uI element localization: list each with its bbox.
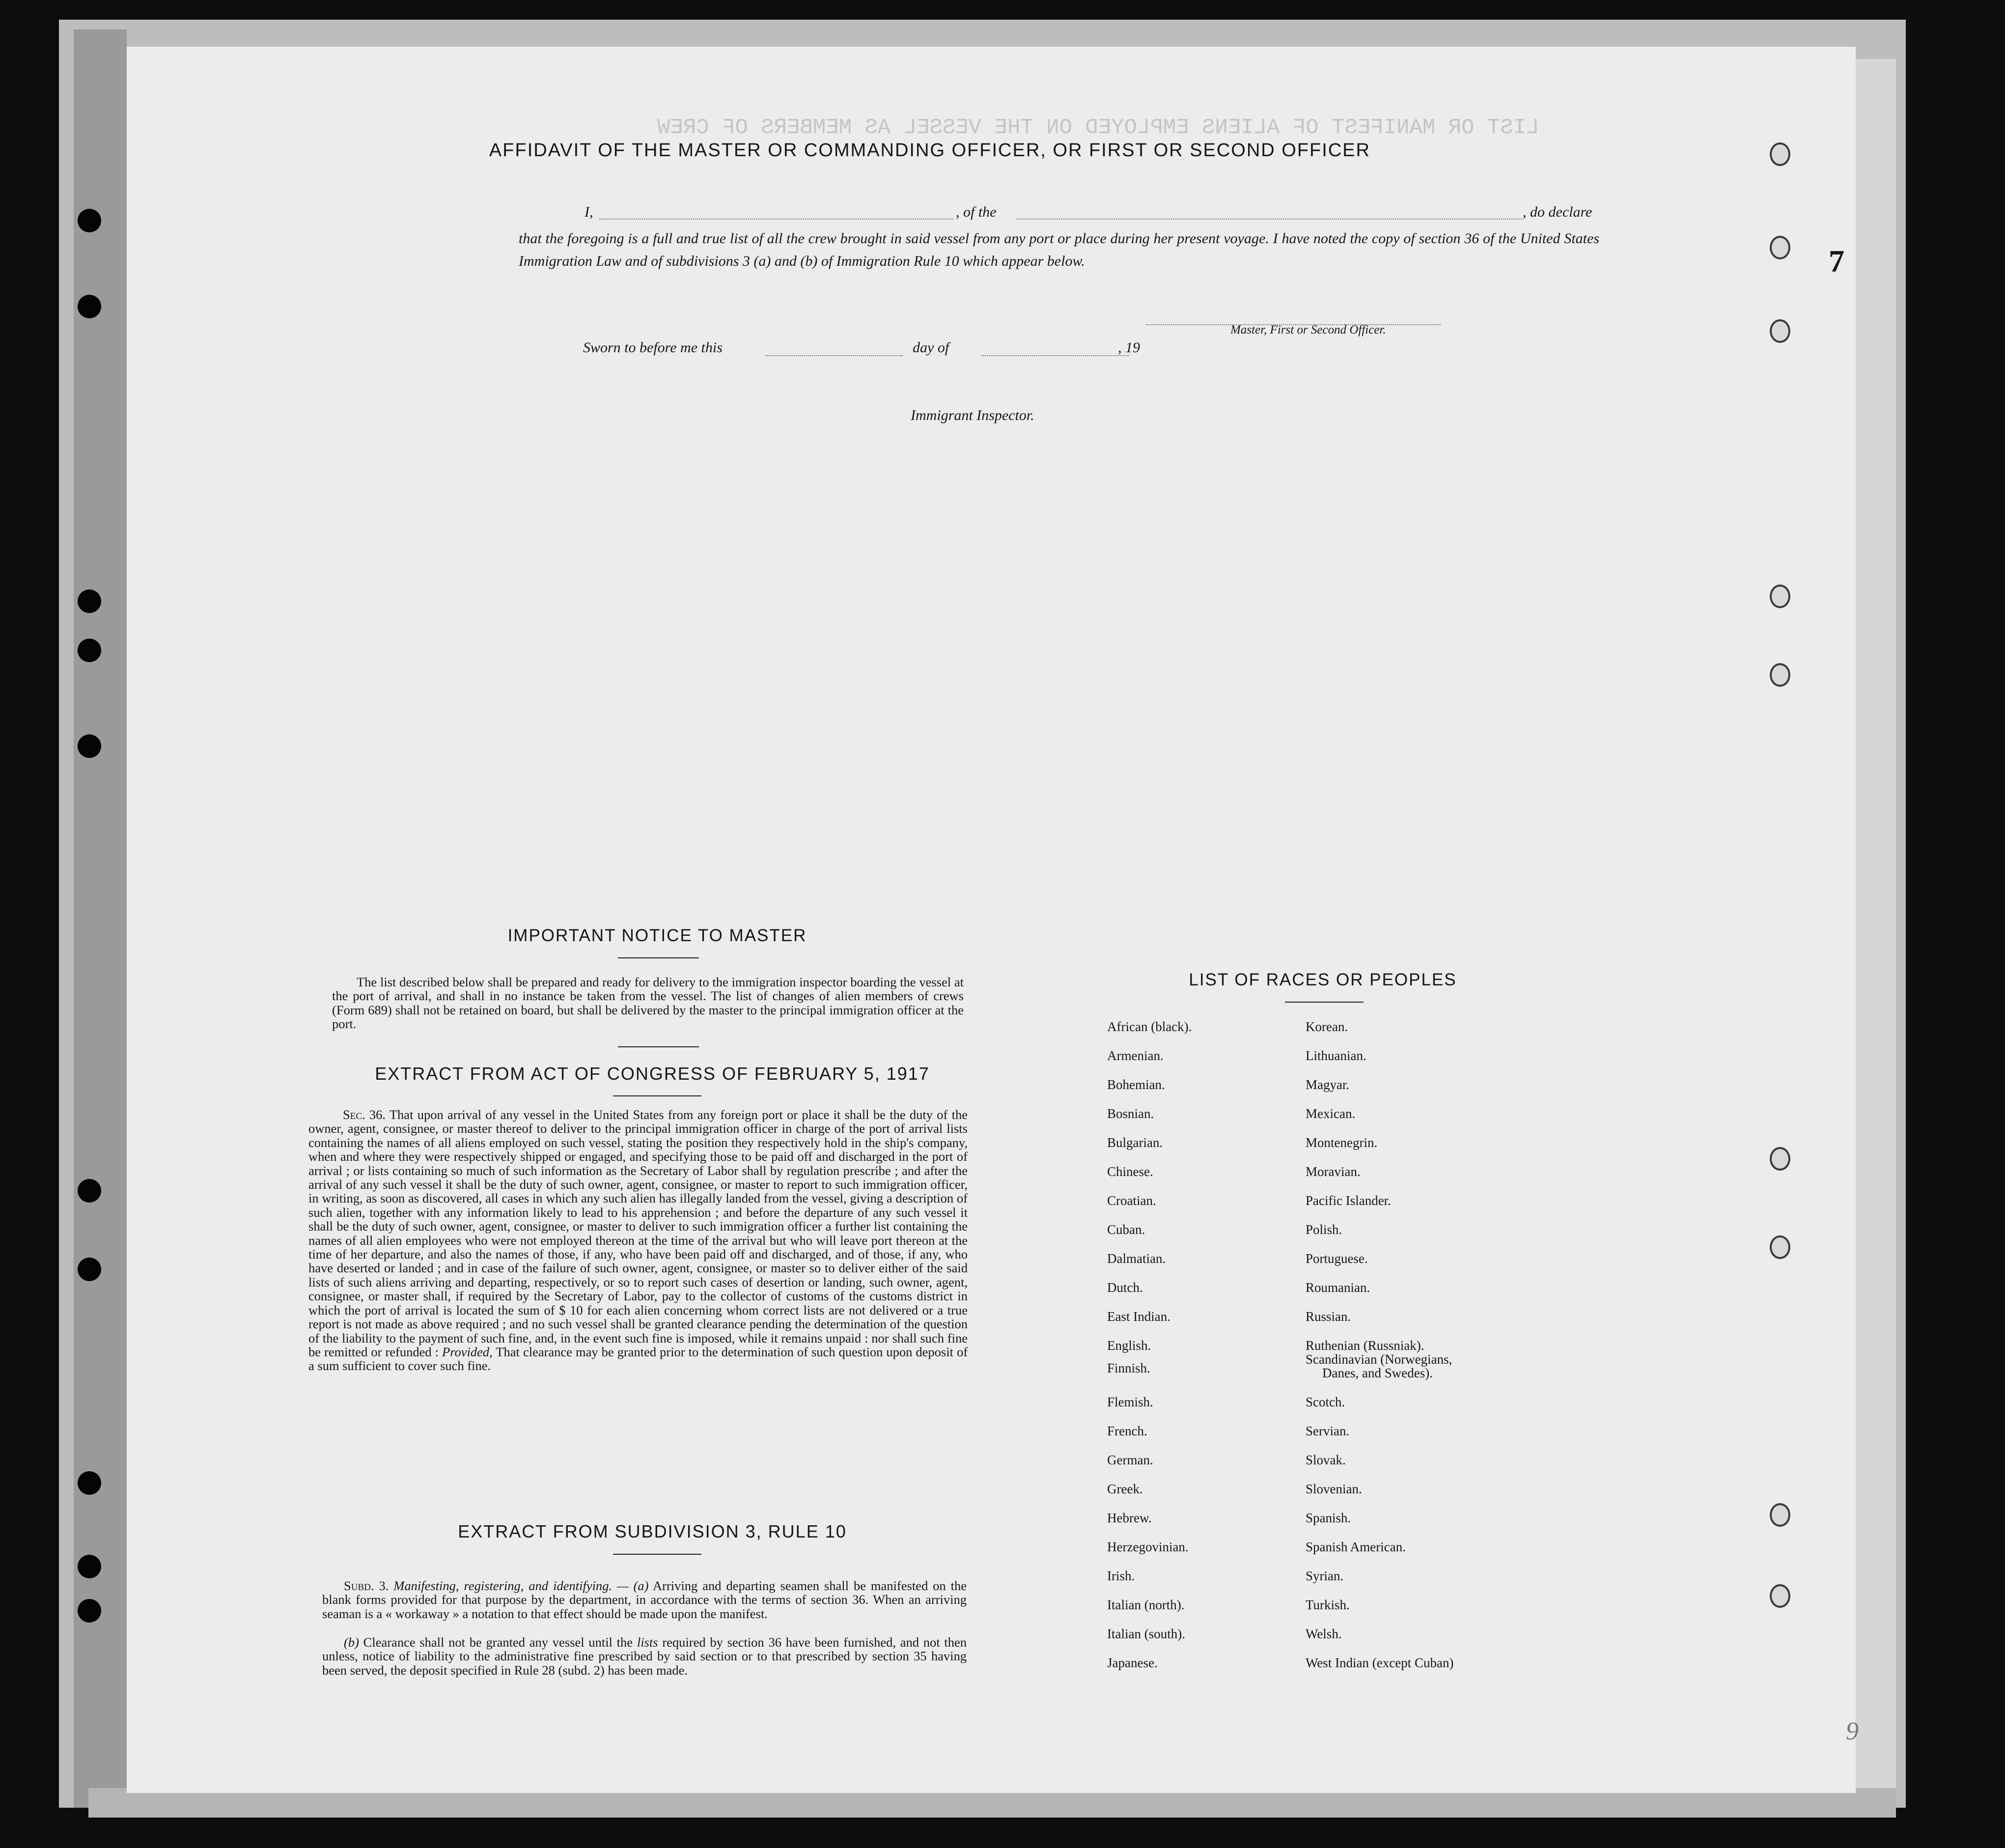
manifest-page (127, 47, 1859, 1793)
sworn-month-field[interactable] (981, 355, 1129, 356)
punch-ring (1770, 585, 1790, 608)
race-right-item: Scandinavian (Norwegians, (1306, 1352, 1452, 1367)
race-right-item: Syrian. (1306, 1568, 1344, 1583)
punch-ring (1770, 236, 1790, 259)
name-field[interactable] (599, 219, 953, 220)
race-right-item: Danes, and Swedes). (1322, 1366, 1433, 1380)
race-right-item: Russian. (1306, 1309, 1351, 1324)
race-right-item: Magyar. (1306, 1077, 1350, 1092)
signature-label: Master, First or Second Officer. (1230, 323, 1386, 336)
race-left-item: Finnish. (1107, 1361, 1150, 1375)
race-right-item: Scotch. (1306, 1395, 1345, 1409)
affidavit-i: I, (585, 204, 593, 220)
punch-ring (1770, 1235, 1790, 1259)
binder-hole (78, 589, 101, 613)
race-right-item: Welsh. (1306, 1626, 1342, 1641)
race-right-item: Spanish. (1306, 1511, 1351, 1525)
act-text: That upon arrival of any vessel in the United States from any foreign port or place it shall be the duty of the owner, agent, consignee, or master thereof to deliver to the principal immigration officer in charge of the port of arrival lists containing the names of all aliens employed on such vessel, stating the position they respectively hold in the ship's company, when and where they were respectively shipped or engaged, and specifying those to be paid off and discharged in the port of arrival ; or lists containing so much of such information as the Secretary of Labor shall by regulation prescribe ; and after the arrival of any such vessel it shall be the duty of such owner, agent, consignee, or master to report to such immigration officer, in writing, as soon as discovered, all cases in which any such alien has illegally landed from the vessel, giving a description of such alien, together with any information likely to lead to his apprehension ; and before the departure of any such vessel it shall be the duty of such owner, agent, consignee, or master to deliver to such immigration officer a further list containing the names of all alien employees who were not employed thereon at the time of the arrival but who will leave port thereon at the time of her departure, and also the names of those, if any, who have been paid off and discharged, and of those, if any, who have deserted or landed ; and in case of the failure of such owner, agent, consignee, or master so to deliver either of the said lists of such aliens arriving and departing, respectively, or so to report such cases of desertion or landing, such owner, agent, consignee, or master shall, if required by the Secretary of Labor, pay to the collector of customs of the customs district in which the port of arrival is located the sum of $ 10 for each alien concerning whom correct lists are not delivered or a true report is not made as above required ; and no such vessel shall be granted clearance pending the determination of the question of the liability to the payment of such fine, and, in the event such fine is imposed, while it remains unpaid : nor shall such fine be remitted or refunded : (308, 1107, 968, 1359)
rule-underline (613, 1554, 701, 1555)
rule-a-block (322, 1579, 967, 1621)
rule-b-text-1: Clearance shall not be granted any vessel until the (363, 1635, 633, 1650)
affidavit-title: AFFIDAVIT OF THE MASTER OR COMMANDING OFFICER, OR FIRST OR SECOND OFFICER (489, 140, 1371, 161)
races-title: LIST OF RACES OR PEOPLES (1189, 970, 1457, 989)
act-proviso-label: Provided, (442, 1344, 493, 1359)
race-left-item: German. (1107, 1453, 1153, 1467)
race-left-item: African (black). (1107, 1019, 1192, 1034)
race-right-item: Turkish. (1306, 1597, 1350, 1612)
punch-ring (1770, 142, 1790, 166)
race-right-item: Slovak. (1306, 1453, 1346, 1467)
act-text-block (308, 1108, 968, 1373)
page-mark: 9 (1846, 1717, 1859, 1745)
race-left-item: French. (1107, 1424, 1147, 1438)
race-right-item: Spanish American. (1306, 1540, 1406, 1554)
affidavit-do-declare: , do declare (1523, 204, 1592, 220)
vessel-field[interactable] (1016, 219, 1522, 220)
bleed-through-text: LIST OR MANIFEST OF ALIENS EMPLOYED ON THE VESSEL AS MEMBERS OF CREW (657, 115, 1539, 140)
race-left-item: Herzegovinian. (1107, 1540, 1189, 1554)
sworn-text: Sworn to before me this (583, 339, 723, 356)
affidavit-body: that the foregoing is a full and true list of all the crew brought in said vessel from any port or place during her present voyage. I have noted the copy of section 36 of the United States Immigration Law and of subdivisions 3 (a) and (b) of Immigration Rule 10 which appear below. (519, 230, 1599, 269)
race-left-item: Armenian. (1107, 1048, 1164, 1063)
race-left-item: Chinese. (1107, 1164, 1153, 1179)
race-left-item: Irish. (1107, 1568, 1135, 1583)
year-text: , 19 (1118, 339, 1140, 356)
rule-subd-heading: Manifesting, registering, and identifying. — (a) (393, 1578, 649, 1593)
race-right-item: Korean. (1306, 1019, 1348, 1034)
race-left-item: Dutch. (1107, 1280, 1143, 1295)
binder-hole (78, 1599, 101, 1623)
act-title: EXTRACT FROM ACT OF CONGRESS OF FEBRUARY 5, 1917 (375, 1064, 930, 1084)
race-right-item: Pacific Islander. (1306, 1193, 1391, 1208)
punch-ring (1770, 1503, 1790, 1527)
notice-title: IMPORTANT NOTICE TO MASTER (507, 926, 807, 945)
race-left-item: Italian (south). (1107, 1626, 1185, 1641)
race-right-item: West Indian (except Cuban) (1306, 1655, 1454, 1670)
race-left-item: Italian (north). (1107, 1597, 1185, 1612)
act-proviso-text: That clearance may be granted prior to the determination of such question upon deposit of a sum sufficient to cover such fine. (308, 1344, 968, 1373)
race-left-item: Japanese. (1107, 1655, 1158, 1670)
race-left-item: East Indian. (1107, 1309, 1170, 1324)
race-left-item: Flemish. (1107, 1395, 1153, 1409)
race-right-item: Ruthenian (Russniak). (1306, 1338, 1424, 1353)
inspector-label: Immigrant Inspector. (911, 407, 1034, 423)
rule-title: EXTRACT FROM SUBDIVISION 3, RULE 10 (458, 1521, 847, 1541)
race-right-item: Polish. (1306, 1222, 1342, 1237)
binder-hole (78, 209, 101, 232)
rule-a-text: Arriving and departing seamen shall be manifested on the blank forms provided for that purpose by the department, in accordance with the terms of section 36. When an arriving seaman is a « workaway » a notation to that effect should be made upon the manifest. (322, 1578, 967, 1621)
race-left-item: Cuban. (1107, 1222, 1145, 1237)
rule-b-label: (b) (344, 1635, 359, 1650)
race-right-item: Slovenian. (1306, 1482, 1362, 1496)
race-right-item: Portuguese. (1306, 1251, 1368, 1266)
race-right-item: Moravian. (1306, 1164, 1361, 1179)
rule-b-text-2: required by section 36 have been furnished, and not then unless, notice of liability to the administrative fine prescribed by said section or to that prescribed by section 35 having been served, the deposit specified in Rule 28 (subd. 2) has been made. (322, 1635, 967, 1678)
notice-bottom-rule (618, 1046, 699, 1047)
race-left-item: Greek. (1107, 1482, 1143, 1496)
race-left-item: Hebrew. (1107, 1511, 1152, 1525)
act-rule (613, 1095, 701, 1096)
race-right-item: Servian. (1306, 1424, 1350, 1438)
race-right-item: Roumanian. (1306, 1280, 1370, 1295)
binder-hole (78, 639, 101, 662)
punch-ring (1770, 1584, 1790, 1608)
margin-number: 7 (1829, 244, 1844, 279)
notice-rule (618, 957, 699, 958)
binder-hole (78, 1258, 101, 1281)
sworn-day-field[interactable] (765, 355, 903, 356)
binder-hole (78, 1471, 101, 1495)
race-left-item: Bosnian. (1107, 1106, 1154, 1121)
races-rule (1285, 1002, 1364, 1003)
binder-hole (78, 1555, 101, 1578)
race-left-item: Bulgarian. (1107, 1135, 1163, 1150)
rule-b-block (322, 1635, 967, 1677)
race-left-item: English. (1107, 1338, 1151, 1353)
binder-hole (78, 734, 101, 758)
rule-subd-label: Subd. 3. (344, 1578, 389, 1593)
race-right-item: Mexican. (1306, 1106, 1356, 1121)
race-right-item: Lithuanian. (1306, 1048, 1366, 1063)
binder-hole (78, 1179, 101, 1203)
punch-ring (1770, 319, 1790, 343)
race-left-item: Bohemian. (1107, 1077, 1165, 1092)
race-left-item: Dalmatian. (1107, 1251, 1166, 1266)
race-right-item: Montenegrin. (1306, 1135, 1378, 1150)
notice-text: The list described below shall be prepared and ready for delivery to the immigration inspector boarding the vessel at the port of arrival, and shall in no instance be taken from the vessel. The list of changes of alien members of crews (Form 689) shall not be retained on board, but shall be delivered by the master to the principal immigration officer at the port. (332, 975, 964, 1032)
page-edge-left (74, 29, 127, 1808)
act-section-label: Sec. 36. (343, 1107, 386, 1122)
day-of-text: day of (913, 339, 949, 356)
rule-b-lists: lists (637, 1635, 658, 1650)
binder-hole (78, 295, 101, 318)
race-left-item: Croatian. (1107, 1193, 1156, 1208)
affidavit-of-the: , of the (956, 204, 997, 220)
punch-ring (1770, 1147, 1790, 1171)
punch-ring (1770, 663, 1790, 687)
